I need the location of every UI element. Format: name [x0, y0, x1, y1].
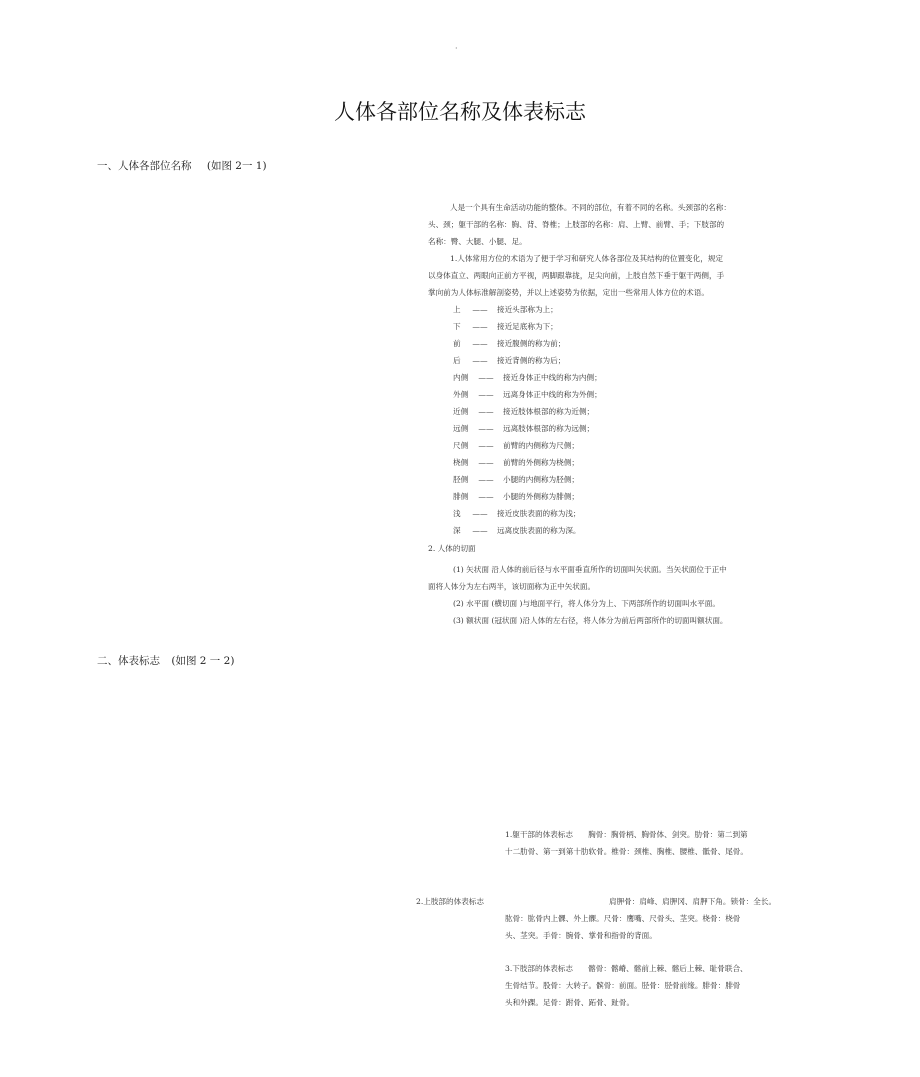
term-name: 前	[453, 339, 461, 348]
term-name: 内侧	[453, 373, 469, 382]
term-dash: ——	[478, 475, 494, 484]
term-row	[453, 522, 602, 539]
term-row	[453, 318, 602, 335]
term-name: 外侧	[453, 390, 469, 399]
term-description: 接近肢体根部的称为近侧；	[503, 407, 595, 416]
paragraph-line: (3) 额状面 (冠状面 )沿人体的左右径，将人体分为前后两部所作的切面叫额状面。	[453, 616, 728, 625]
term-description: 接近皮肤表面的称为浅；	[497, 509, 581, 518]
term-dash: ——	[472, 356, 488, 365]
term-dash: ——	[472, 305, 488, 314]
paragraph-line: 十二肋骨、第一到第十肋软骨。椎骨：颈椎、胸椎、腰椎、骶骨、尾骨。	[505, 847, 748, 856]
term-row	[453, 488, 602, 505]
term-row	[453, 454, 602, 471]
paragraph-line: 头和外踝。足骨：跗骨、跖骨、趾骨。	[505, 998, 635, 1007]
paragraph-line: 肱骨：肱骨内上髁、外上髁。尺骨：鹰嘴、尺骨头、茎突。桡骨：桡骨	[505, 914, 741, 923]
term-dash: ——	[472, 526, 488, 535]
paragraph-line: 面将人体分为左右两半，该切面称为正中矢状面。	[428, 582, 596, 591]
section-2-heading-text: 二、体表标志	[97, 655, 160, 667]
paragraph-line: 头、颈；躯干部的名称：胸、背、脊椎；上肢部的名称：肩、上臂、前臂、手；下肢部的	[428, 220, 725, 229]
term-name: 上	[453, 305, 461, 314]
term-name: 下	[453, 322, 461, 331]
term-row	[453, 471, 602, 488]
header-dot: ·	[455, 44, 458, 53]
upper-limb-landmarks	[505, 910, 740, 944]
term-row	[453, 437, 602, 454]
orientation-terms-list	[453, 301, 602, 539]
paragraph-line: 掌向前为人体标准解剖姿势，并以上述姿势为依据，定出一些常用人体方位的术语。	[428, 288, 709, 297]
term-description: 接近头部称为上；	[497, 305, 558, 314]
upper-limb-heading: 2.上肢部的体表标志	[416, 897, 484, 906]
paragraph-line: (1) 矢状面 沿人体的前后径与水平面垂直所作的切面叫矢状面。当矢状面位于正中	[453, 565, 727, 574]
term-name: 腓侧	[453, 492, 469, 501]
paragraph-line: 人是一个具有生命活动功能的整体。不同的部位，有着不同的名称。头颈部的名称：	[450, 203, 731, 212]
term-name: 尺侧	[453, 441, 469, 450]
term-name: 桡侧	[453, 458, 469, 467]
term-description: 小腿的外侧称为腓侧；	[503, 492, 579, 501]
term-dash: ——	[472, 509, 488, 518]
page-title: 人体各部位名称及体表标志	[334, 100, 586, 124]
term-description: 接近足底称为下；	[497, 322, 558, 331]
term-name: 远侧	[453, 424, 469, 433]
paragraph-line: 3.下肢部的体表标志 髂骨：髂嵴、髂前上棘、髂后上棘、耻骨联合、	[505, 964, 748, 973]
intro-paragraph	[428, 199, 731, 301]
paragraph-line: (2) 水平面 (横切面 )与地面平行，将人体分为上、下两部所作的切面叫水平面。	[453, 599, 720, 608]
term-row	[453, 420, 602, 437]
section-2-heading	[97, 653, 234, 668]
paragraph-line: 1.人体常用方位的术语为了便于学习和研究人体各部位及其结构的位置变化，规定	[450, 254, 724, 263]
term-dash: ——	[478, 373, 494, 382]
term-row	[453, 301, 602, 318]
planes-heading: 2. 人体的切面	[428, 544, 476, 553]
term-name: 后	[453, 356, 461, 365]
paragraph-line: 生骨结节。股骨：大转子。髌骨：前面。胫骨：胫骨前缘。腓骨：腓骨	[505, 981, 741, 990]
term-name: 深	[453, 526, 461, 535]
term-description: 接近腹侧的称为前；	[497, 339, 566, 348]
term-description: 远离肢体根部的称为远侧；	[503, 424, 595, 433]
term-row	[453, 505, 602, 522]
term-description: 远离皮肤表面的称为深。	[497, 526, 581, 535]
term-row	[453, 386, 602, 403]
term-row	[453, 369, 602, 386]
paragraph-line: 以身体直立、两眼向正前方平视，两脚跟靠拢，足尖向前，上肢自然下垂于躯干两侧，手	[428, 271, 725, 280]
term-dash: ——	[478, 458, 494, 467]
section-1-figure-ref: (如图 2一 1)	[206, 160, 267, 172]
planes-paragraph	[428, 561, 728, 629]
term-dash: ——	[472, 322, 488, 331]
term-description: 接近背侧的称为后；	[497, 356, 566, 365]
term-dash: ——	[478, 492, 494, 501]
section-2-figure-ref: (如图 2 一 2)	[171, 655, 235, 667]
term-dash: ——	[472, 339, 488, 348]
paragraph-line: 1.躯干部的体表标志 胸骨：胸骨柄、胸骨体、剑突。肋骨：第二到第	[505, 830, 748, 839]
trunk-landmarks	[505, 826, 748, 860]
term-dash: ——	[478, 424, 494, 433]
term-dash: ——	[478, 441, 494, 450]
section-1-heading-text: 一、人体各部位名称	[97, 160, 192, 172]
upper-limb-first-line: 肩胛骨：肩峰、肩胛冈、肩胛下角。锁骨：全长。	[609, 897, 777, 906]
term-description: 接近身体正中线的称为内侧；	[503, 373, 602, 382]
term-description: 前臂的外侧称为桡侧；	[503, 458, 579, 467]
term-row	[453, 335, 602, 352]
term-description: 前臂的内侧称为尺侧；	[503, 441, 579, 450]
term-row	[453, 403, 602, 420]
term-name: 近侧	[453, 407, 469, 416]
term-description: 远离身体正中线的称为外侧；	[503, 390, 602, 399]
paragraph-line: 名称：臀、大腿、小腿、足。	[428, 237, 527, 246]
lower-limb-landmarks	[505, 960, 748, 1011]
term-dash: ——	[478, 407, 494, 416]
paragraph-line: 头、茎突。手骨：腕骨、掌骨和指骨的背面。	[505, 931, 657, 940]
term-row	[453, 352, 602, 369]
term-dash: ——	[478, 390, 494, 399]
section-1-heading	[97, 158, 267, 173]
term-name: 浅	[453, 509, 461, 518]
term-description: 小腿的内侧称为胫侧；	[503, 475, 579, 484]
term-name: 胫侧	[453, 475, 469, 484]
